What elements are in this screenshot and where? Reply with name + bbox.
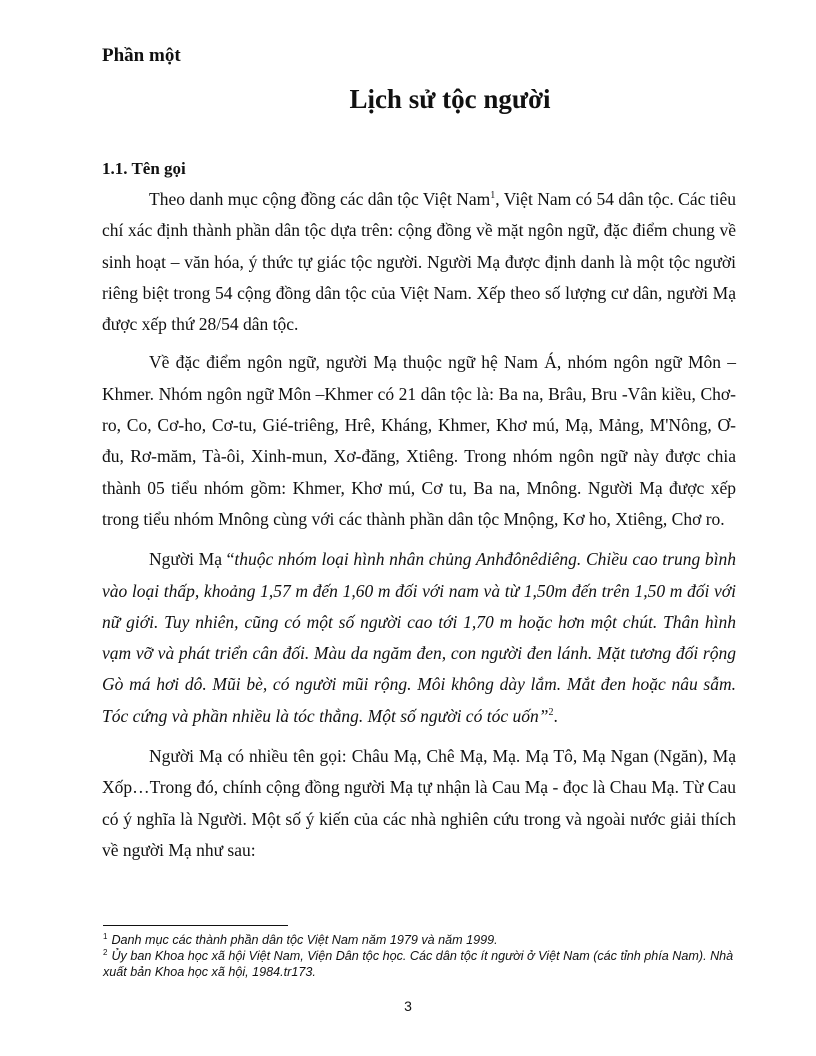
body-text bbox=[102, 184, 736, 866]
section-heading: 1.1. Tên gọi bbox=[102, 159, 186, 178]
paragraph-1-text-b: , Việt Nam có 54 dân tộc. Các tiêu chí xác định thành phần dân tộc dựa trên: cộng đồng về mặt ngôn ngữ, đặc điểm chung về sinh hoạt – văn hóa, ý thức tự giác tộc người. Người Mạ được định danh là một tộc người riêng biệt trong 54 cộng đồng dân tộc của Việt Nam. Xếp theo số lượng cư dân, người Mạ được xếp thứ 28/54 dân tộc. bbox=[102, 189, 736, 335]
paragraph-3-quote: thuộc nhóm loại hình nhân chủng Anhđônêdiêng. Chiều cao trung bình vào loại thấp, khoảng 1,57 m đến 1,60 m đối với nam và từ 1,50m đến trên 1,50 m đối với nữ giới. Tuy nhiên, cũng có một số người cao tới 1,70 m hoặc hơn một chút. Thân hình vạm vỡ và phát triển cân đối. Màu da ngăm đen, con người đen lánh. Mặt tương đối rộng Gò má hơi dô. Mũi bè, có người mũi rộng. Môi không dày lắm. Mắt đen hoặc nâu sẫm. Tóc cứng và phần nhiều là tóc thẳng. Một số người có tóc uốn” bbox=[102, 549, 736, 726]
footnote-1-marker: 1 bbox=[103, 932, 108, 941]
page-title: Lịch sử tộc người bbox=[349, 84, 551, 114]
footnote-1 bbox=[103, 932, 743, 948]
footnote-2 bbox=[103, 948, 743, 980]
footnotes bbox=[103, 932, 743, 980]
paragraph-1 bbox=[102, 184, 736, 340]
paragraph-2: Về đặc điểm ngôn ngữ, người Mạ thuộc ngữ hệ Nam Á, nhóm ngôn ngữ Môn – Khmer. Nhóm ngôn ngữ Môn –Khmer có 21 dân tộc là: Ba na, Brâu, Bru -Vân kiều, Chơ-ro, Co, Cơ-ho, Cơ-tu, Gié-triêng, Hrê, Kháng, Khmer, Khơ mú, Mạ, Mảng, M'Nông, Ơ-đu, Rơ-măm, Tà-ôi, Xinh-mun, Xơ-đăng, Xtiêng. Trong nhóm ngôn ngữ này được chia thành 05 tiểu nhóm gồm: Khmer, Khơ mú, Cơ tu, Ba na, Mnông. Người Mạ được xếp trong tiểu nhóm Mnông cùng với các thành phần dân tộc Mnộng, Kơ ho, Xtiêng, Chơ ro. bbox=[102, 352, 736, 529]
paragraph-3 bbox=[102, 544, 736, 732]
paragraph-1-text-a: Theo danh mục cộng đồng các dân tộc Việt Nam bbox=[149, 189, 491, 209]
footnote-ref-2[interactable]: 2 bbox=[548, 706, 554, 718]
footnote-separator bbox=[103, 925, 288, 926]
footnote-2-text: Ủy ban Khoa học xã hội Việt Nam, Viện Dân tộc học. Các dân tộc ít người ở Việt Nam (các tỉnh phía Nam). Nhà xuất bản Khoa học xã hội, 1984.tr173. bbox=[103, 949, 734, 979]
part-label: Phần một bbox=[102, 45, 181, 66]
paragraph-4: Người Mạ có nhiều tên gọi: Châu Mạ, Chê Mạ, Mạ. Mạ Tô, Mạ Ngan (Ngăn), Mạ Xốp…Trong đó, chính cộng đồng người Mạ tự nhận là Cau Mạ - đọc là Chau Mạ. Từ Cau có ý nghĩa là Người. Một số ý kiến của các nhà nghiên cứu trong và ngoài nước giải thích về người Mạ như sau: bbox=[102, 746, 736, 860]
footnote-2-marker: 2 bbox=[103, 948, 108, 957]
paragraph-3-tail: . bbox=[553, 705, 558, 726]
footnote-1-text: Danh mục các thành phần dân tộc Việt Nam năm 1979 và năm 1999. bbox=[111, 933, 498, 947]
page-number: 3 bbox=[404, 998, 412, 1014]
footnote-ref-1[interactable]: 1 bbox=[490, 190, 496, 201]
paragraph-3-lead: Người Mạ “ bbox=[149, 549, 235, 570]
